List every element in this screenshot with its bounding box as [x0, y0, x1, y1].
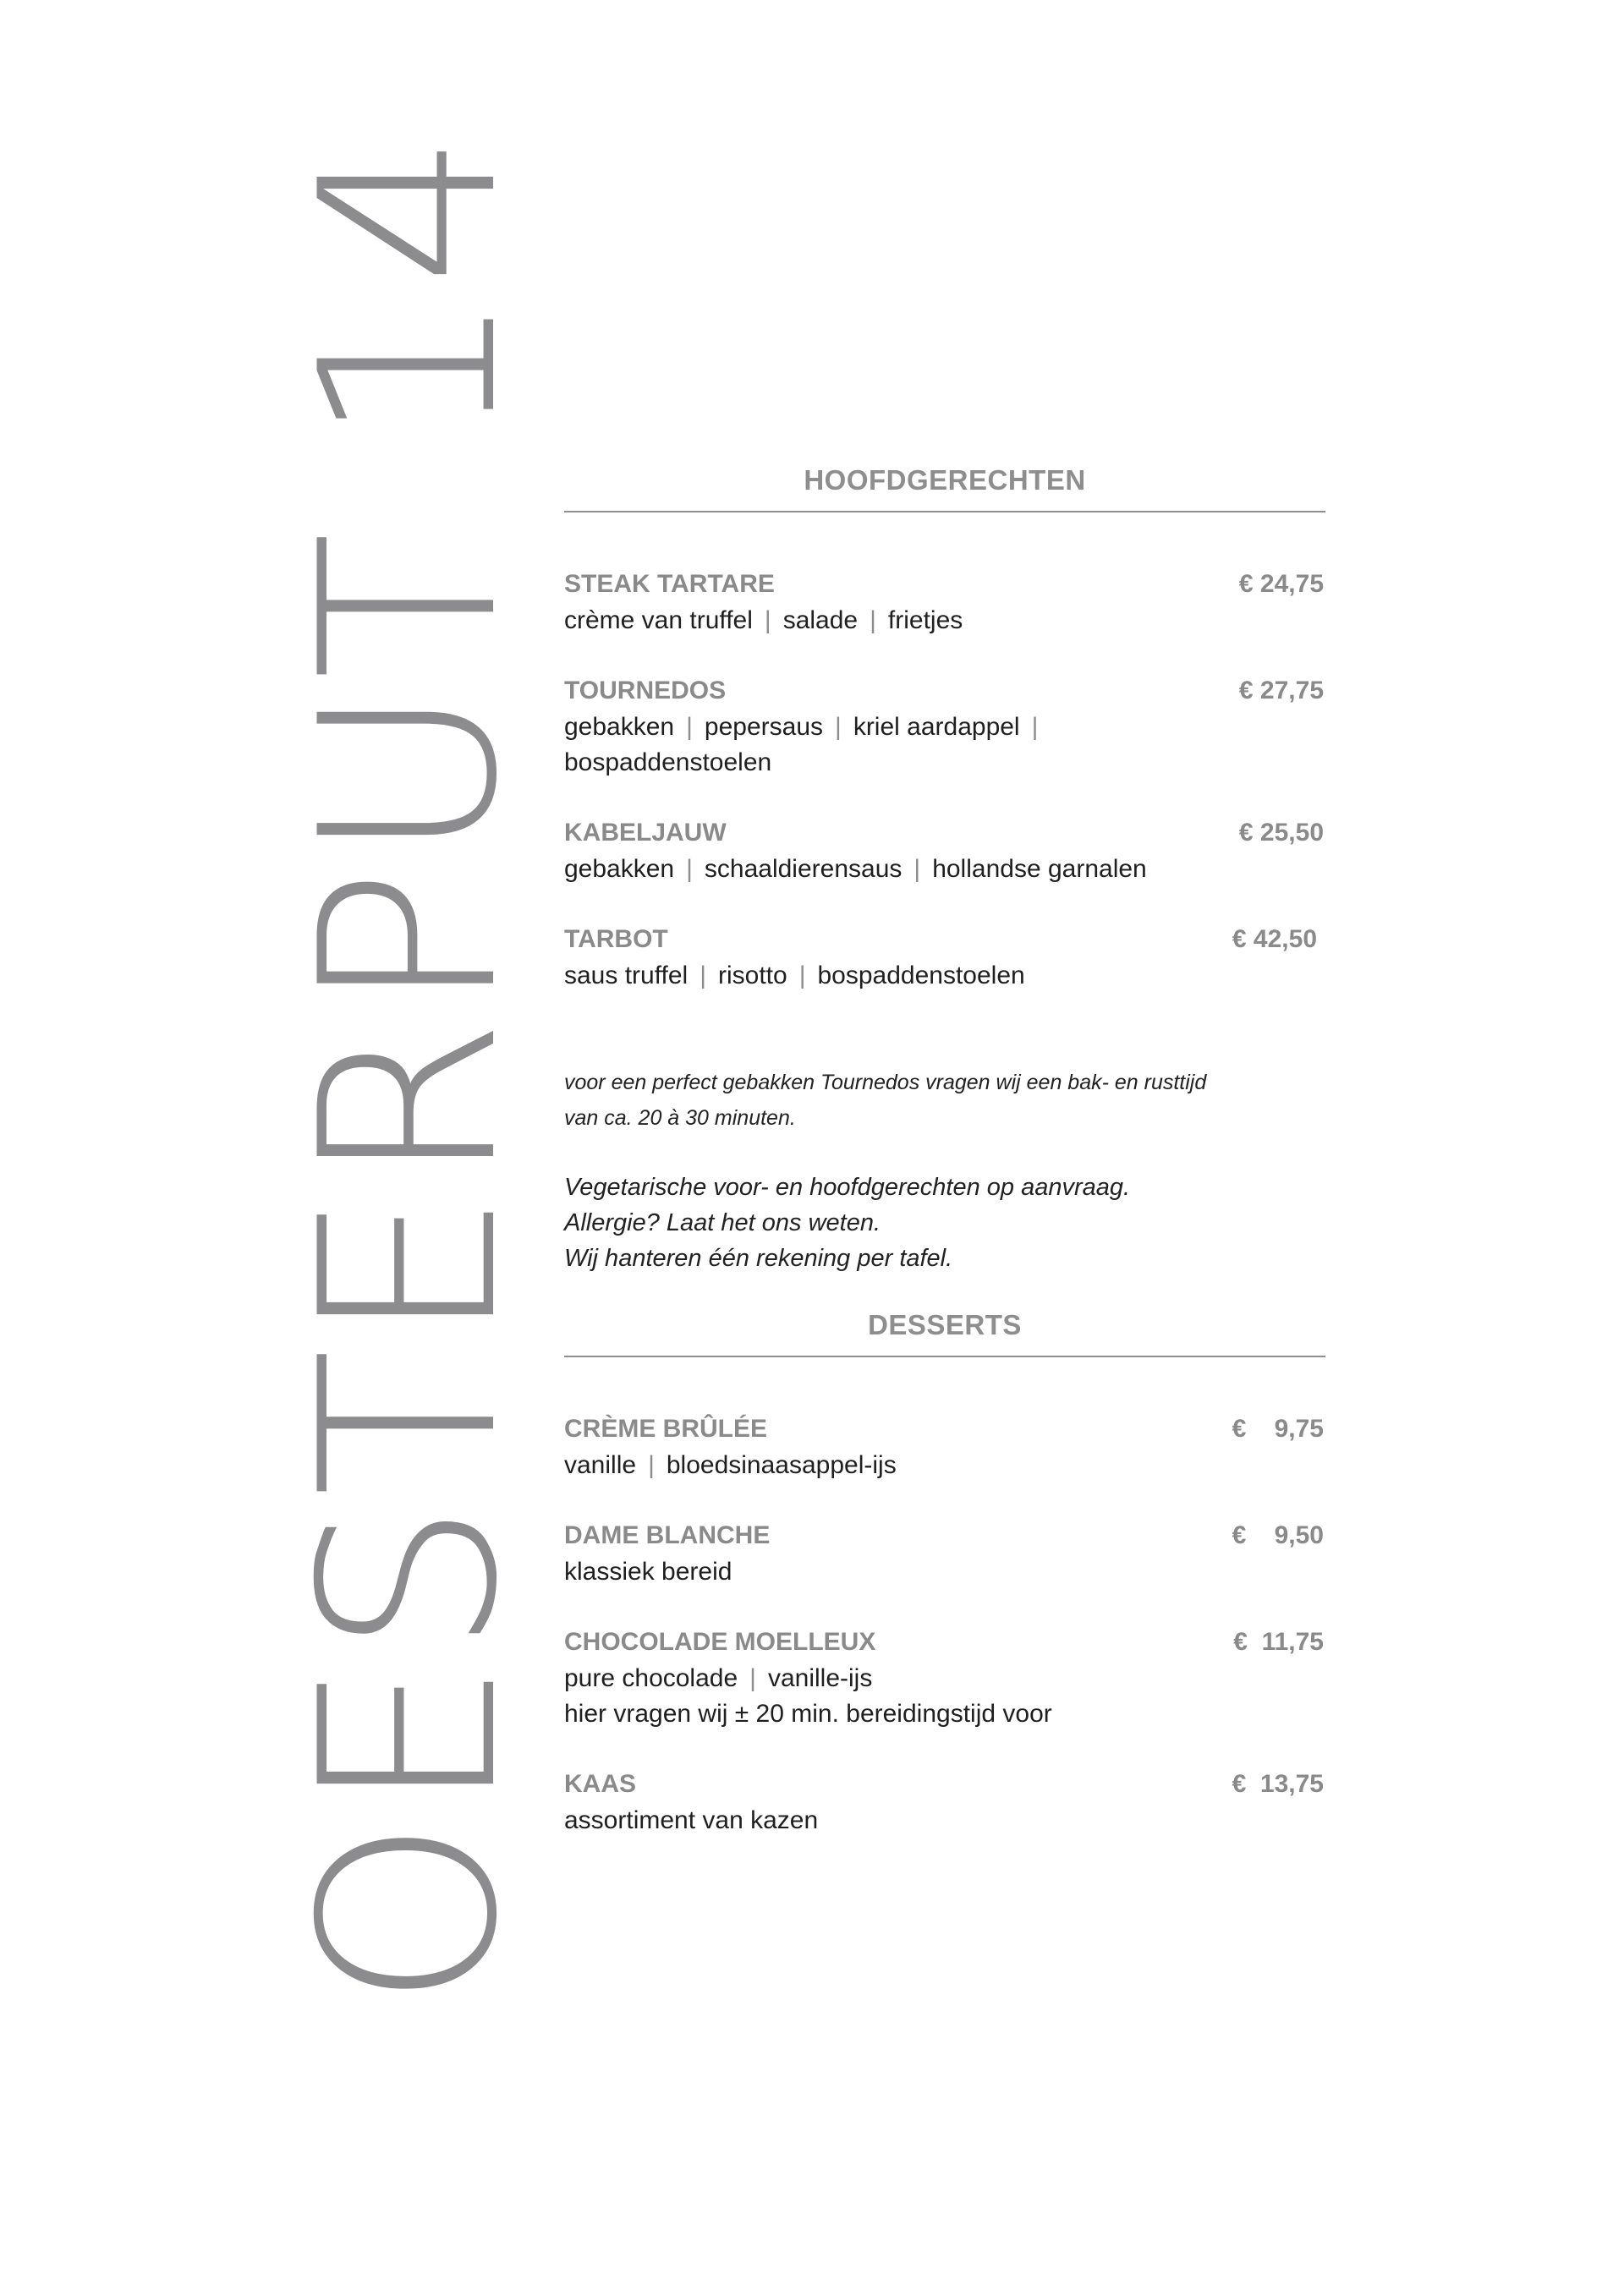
ingredient: salade: [782, 606, 859, 634]
dish-name: CRÈME BRÛLÉE: [564, 1415, 768, 1443]
note-line: voor een perfect gebakken Tournedos vragen wij een bak- en rusttijd: [564, 1071, 1207, 1094]
ingredient: risotto: [718, 962, 787, 989]
divider: [564, 511, 1325, 512]
ingredient: gebakken: [564, 713, 675, 741]
desserts-list: [564, 1411, 1325, 1838]
note-line: Wij hanteren één rekening per tafel.: [564, 1245, 953, 1272]
menu-item: [564, 921, 1325, 994]
dish-price: € 13,75: [1232, 1770, 1324, 1798]
separator: |: [835, 713, 842, 741]
separator: |: [764, 606, 771, 634]
divider: [564, 1356, 1325, 1357]
ingredient: pepersaus: [704, 713, 824, 741]
menu-card: [564, 457, 1325, 1872]
ingredient: hier vragen wij ± 20 min. bereidingstijd voor: [564, 1700, 1052, 1728]
restaurant-name: OESTERPUT 14: [270, 127, 551, 2008]
ingredient: bloedsinaasappel-ijs: [666, 1451, 897, 1479]
dish-name: TARBOT: [564, 925, 668, 953]
info-note: [564, 1170, 1325, 1276]
ingredient: bospaddenstoelen: [564, 748, 772, 776]
dish-price: € 9,75: [1232, 1415, 1324, 1443]
ingredient: saus truffel: [564, 962, 689, 989]
tournedos-note: [564, 1065, 1325, 1136]
separator: |: [1031, 713, 1039, 741]
dish-description: [564, 710, 1325, 781]
dish-description: [564, 852, 1325, 887]
dish-name: TOURNEDOS: [564, 677, 727, 704]
ingredient: assortiment van kazen: [564, 1806, 819, 1834]
separator: |: [798, 962, 806, 989]
ingredient: hollandse garnalen: [932, 855, 1147, 883]
dish-name: KABELJAUW: [564, 819, 727, 847]
dish-price: € 25,50: [1238, 819, 1324, 847]
ingredient: schaaldierensaus: [704, 855, 903, 883]
dish-price: € 11,75: [1233, 1628, 1324, 1656]
dish-description: [564, 1661, 1325, 1732]
dish-description: [564, 603, 1325, 638]
desserts-title: DESSERTS: [868, 1309, 1022, 1340]
dish-price: € 9,50: [1232, 1521, 1324, 1549]
note-line: Vegetarische voor- en hoofdgerechten op aanvraag.: [564, 1174, 1131, 1201]
menu-item: [564, 814, 1325, 887]
ingredient: frietjes: [887, 606, 963, 634]
dish-price: € 24,75: [1238, 570, 1324, 598]
dish-name: KAAS: [564, 1770, 637, 1798]
menu-item: [564, 1517, 1325, 1590]
separator: |: [700, 962, 706, 989]
main-courses-title: HOOFDGERECHTEN: [804, 464, 1086, 496]
dish-price: € 27,75: [1238, 677, 1324, 704]
dish-name: CHOCOLADE MOELLEUX: [564, 1628, 876, 1656]
separator: |: [870, 606, 876, 634]
ingredient: kriel aardappel: [853, 713, 1020, 741]
dish-price: € 42,50: [1232, 925, 1317, 953]
ingredient: bospaddenstoelen: [817, 962, 1025, 989]
ingredient: klassiek bereid: [564, 1558, 732, 1586]
ingredient: gebakken: [564, 855, 675, 883]
dish-description: [564, 1803, 1325, 1838]
ingredient: crème van truffel: [564, 606, 753, 634]
dish-description: [564, 1554, 1325, 1590]
menu-item: [564, 672, 1325, 781]
separator: |: [749, 1664, 756, 1692]
main-courses-list: [564, 566, 1325, 994]
menu-item: [564, 1766, 1325, 1838]
separator: |: [648, 1451, 655, 1479]
separator: |: [914, 855, 921, 883]
menu-item: [564, 1624, 1325, 1732]
dish-name: DAME BLANCHE: [564, 1521, 771, 1549]
ingredient: vanille-ijs: [767, 1664, 873, 1692]
note-line: van ca. 20 à 30 minuten.: [564, 1106, 796, 1130]
dish-description: [564, 1448, 1325, 1483]
note-line: Allergie? Laat het ons weten.: [564, 1209, 881, 1236]
ingredient: pure chocolade: [564, 1664, 738, 1692]
separator: |: [686, 713, 693, 741]
ingredient: vanille: [564, 1451, 637, 1479]
menu-item: [564, 566, 1325, 638]
dish-description: [564, 958, 1325, 994]
menu-item: [564, 1411, 1325, 1483]
separator: |: [686, 855, 693, 883]
dish-name: STEAK TARTARE: [564, 570, 775, 598]
